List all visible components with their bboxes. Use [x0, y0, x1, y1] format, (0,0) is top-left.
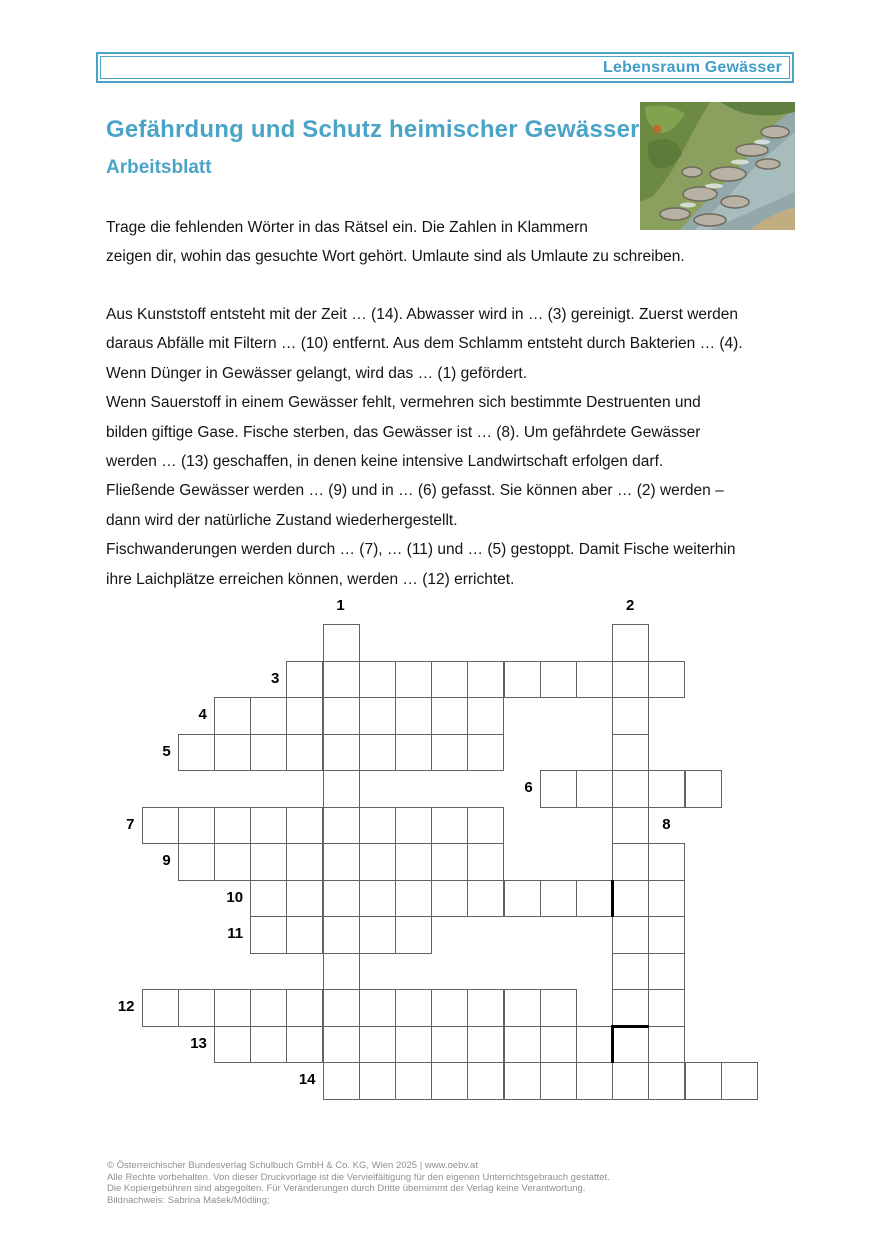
crossword-cell-r6-c2[interactable] — [214, 843, 251, 881]
crossword-cell-r10-c2[interactable] — [214, 989, 251, 1027]
header-banner-inner-border — [100, 56, 790, 79]
crossword-cell-r11-c12[interactable] — [576, 1026, 613, 1064]
crossword-cell-r7-c13[interactable] — [612, 880, 649, 918]
crossword-cell-r4-c13[interactable] — [612, 770, 649, 808]
crossword-cell-r7-c6[interactable] — [359, 880, 396, 918]
crossword-cell-r10-c4[interactable] — [286, 989, 323, 1027]
crossword-number-2: 2 — [626, 597, 635, 614]
crossword-number-3: 3 — [270, 669, 280, 687]
crossword-cell-r5-c6[interactable] — [359, 807, 396, 845]
crossword-cell-r11-c2[interactable] — [214, 1026, 251, 1064]
crossword-cell-r8-c13[interactable] — [612, 916, 649, 954]
crossword-cell-r11-c5[interactable] — [323, 1026, 360, 1064]
crossword-cell-r12-c8[interactable] — [431, 1062, 468, 1100]
crossword-cell-r5-c1[interactable] — [178, 807, 215, 845]
crossword-cell-r8-c7[interactable] — [395, 916, 432, 954]
crossword-cell-r4-c5[interactable] — [323, 770, 360, 808]
crossword-cell-r12-c12[interactable] — [576, 1062, 613, 1100]
crossword-cell-r10-c1[interactable] — [178, 989, 215, 1027]
footer-line: Alle Rechte vorbehalten. Von dieser Druckvorlage ist die Vervielfältigung für den eigenen Unterrichtsgebrauch gestattet. — [107, 1171, 610, 1183]
crossword-cell-r3-c5[interactable] — [323, 734, 360, 772]
crossword-cell-r3-c7[interactable] — [395, 734, 432, 772]
footer-copyright — [107, 1160, 610, 1206]
crossword-cell-r12-c15[interactable] — [685, 1062, 722, 1100]
clue-line: Wenn Dünger in Gewässer gelangt, wird das … (1) gefördert. — [106, 364, 527, 382]
crossword-cell-r12-c6[interactable] — [359, 1062, 396, 1100]
crossword-cell-r6-c7[interactable] — [395, 843, 432, 881]
header-banner — [96, 52, 794, 83]
crossword-cell-r12-c5[interactable] — [323, 1062, 360, 1100]
crossword-cell-r4-c12[interactable] — [576, 770, 613, 808]
crossword-cell-r6-c13[interactable] — [612, 843, 649, 881]
crossword-cell-r10-c13[interactable] — [612, 989, 649, 1027]
crossword-cell-r10-c14[interactable] — [648, 989, 685, 1027]
crossword-cell-r10-c10[interactable] — [504, 989, 541, 1027]
crossword-cell-r7-c8[interactable] — [431, 880, 468, 918]
crossword-cell-r7-c3[interactable] — [250, 880, 287, 918]
crossword-cell-r1-c7[interactable] — [395, 661, 432, 699]
crossword-number-11: 11 — [227, 925, 244, 942]
clue-line: werden … (13) geschaffen, in denen keine intensive Landwirtschaft erfolgen darf. — [106, 453, 664, 471]
crossword-cell-r11-c4[interactable] — [286, 1026, 323, 1064]
footer-line: Die Kopiergebühren sind abgegolten. Für Veränderungen durch Dritte übernimmt der Verlag keine Verantwortung. — [107, 1183, 586, 1195]
instruction-line: zeigen dir, wohin das gesuchte Wort gehört. Umlaute sind als Umlaute zu schreiben. — [106, 248, 685, 266]
crossword-cell-r6-c3[interactable] — [250, 843, 287, 881]
crossword-cell-r9-c14[interactable] — [648, 953, 685, 991]
crossword-cell-r12-c9[interactable] — [467, 1062, 504, 1100]
crossword-number-8: 8 — [662, 815, 671, 833]
crossword-cell-r1-c6[interactable] — [359, 661, 396, 699]
crossword-number-6: 6 — [524, 779, 533, 796]
clue-line: Fischwanderungen werden durch … (7), … (11) und … (5) gestoppt. Damit Fische weiterhin — [106, 541, 736, 559]
crossword-bold-left-mark — [611, 1026, 614, 1064]
crossword-cell-r4-c15[interactable] — [685, 770, 722, 808]
crossword-cell-r3-c3[interactable] — [250, 734, 287, 772]
crossword-cell-r3-c4[interactable] — [286, 734, 323, 772]
clue-line: Wenn Sauerstoff in einem Gewässer fehlt, vermehren sich bestimmte Destruenten und — [106, 394, 701, 412]
crossword-cell-r11-c10[interactable] — [504, 1026, 541, 1064]
clue-paragraph — [106, 300, 806, 594]
crossword-cell-r2-c4[interactable] — [286, 697, 323, 735]
crossword-cell-r11-c14[interactable] — [648, 1026, 685, 1064]
stream-photo-image — [640, 102, 795, 230]
crossword-cell-r11-c8[interactable] — [431, 1026, 468, 1064]
crossword-cell-r0-c5[interactable] — [323, 624, 360, 662]
crossword-cell-r10-c7[interactable] — [395, 989, 432, 1027]
crossword-cell-r11-c3[interactable] — [250, 1026, 287, 1064]
clue-line: Aus Kunststoff entsteht mit der Zeit … (14). Abwasser wird in … (3) gereinigt. Zuerst werden — [106, 306, 739, 323]
crossword-cell-r5-c13[interactable] — [612, 807, 649, 845]
crossword-cell-r9-c5[interactable] — [323, 953, 360, 991]
crossword-cell-r10-c6[interactable] — [359, 989, 396, 1027]
crossword-cell-r7-c4[interactable] — [286, 880, 323, 918]
crossword-cell-r3-c8[interactable] — [431, 734, 468, 772]
footer-line: Bildnachweis: Sabrina Mašek/Mödling; — [107, 1194, 270, 1206]
crossword-cell-r10-c9[interactable] — [467, 989, 504, 1027]
crossword-cell-r7-c14[interactable] — [648, 880, 685, 918]
crossword-bold-left-mark — [611, 880, 614, 918]
crossword-cell-r1-c5[interactable] — [323, 661, 360, 699]
crossword-cell-r7-c7[interactable] — [395, 880, 432, 918]
crossword-cell-r1-c11[interactable] — [540, 661, 577, 699]
crossword-cell-r7-c10[interactable] — [504, 880, 541, 918]
page-subtitle: Arbeitsblatt — [106, 157, 212, 178]
crossword-cell-r2-c7[interactable] — [395, 697, 432, 735]
crossword-cell-r1-c10[interactable] — [504, 661, 541, 699]
crossword-cell-r12-c10[interactable] — [504, 1062, 541, 1100]
crossword-cell-r1-c12[interactable] — [576, 661, 613, 699]
crossword-cell-r1-c4[interactable] — [286, 661, 323, 699]
crossword-cell-r2-c6[interactable] — [359, 697, 396, 735]
crossword-cell-r12-c7[interactable] — [395, 1062, 432, 1100]
clue-line: ihre Laichplätze erreichen können, werden … (12) errichtet. — [106, 570, 515, 588]
crossword-cell-r12-c14[interactable] — [648, 1062, 685, 1100]
page-title: Gefährdung und Schutz heimischer Gewässer — [106, 116, 640, 143]
crossword-cell-r2-c5[interactable] — [323, 697, 360, 735]
crossword-cell-r6-c5[interactable] — [323, 843, 360, 881]
crossword-cell-r6-c4[interactable] — [286, 843, 323, 881]
crossword-cell-r10-c8[interactable] — [431, 989, 468, 1027]
crossword-cell-r3-c13[interactable] — [612, 734, 649, 772]
crossword-cell-r2-c13[interactable] — [612, 697, 649, 735]
crossword-cell-r8-c14[interactable] — [648, 916, 685, 954]
crossword-cell-r5-c3[interactable] — [250, 807, 287, 845]
crossword-cell-r11-c6[interactable] — [359, 1026, 396, 1064]
crossword-cell-r11-c7[interactable] — [395, 1026, 432, 1064]
crossword-cell-r1-c9[interactable] — [467, 661, 504, 699]
crossword-cell-r5-c8[interactable] — [431, 807, 468, 845]
crossword-cell-r1-c14[interactable] — [648, 661, 685, 699]
footer-line: © Österreichischer Bundesverlag Schulbuch GmbH & Co. KG, Wien 2025 | www.oebv.at — [107, 1160, 478, 1171]
crossword-cell-r1-c13[interactable] — [612, 661, 649, 699]
crossword-cell-r3-c1[interactable] — [178, 734, 215, 772]
crossword-cell-r6-c1[interactable] — [178, 843, 215, 881]
crossword-cell-r6-c6[interactable] — [359, 843, 396, 881]
crossword-cell-r7-c5[interactable] — [323, 880, 360, 918]
crossword-cell-r12-c13[interactable] — [612, 1062, 649, 1100]
clue-line: Fließende Gewässer werden … (9) und in … (6) gefasst. Sie können aber … (2) werden – — [106, 482, 724, 500]
crossword-bold-top-mark — [611, 1025, 649, 1028]
crossword-number-5: 5 — [162, 742, 171, 760]
crossword-cell-r2-c2[interactable] — [214, 697, 251, 735]
crossword-cell-r11-c9[interactable] — [467, 1026, 504, 1064]
clue-line: bilden giftige Gase. Fische sterben, das Gewässer ist … (8). Um gefährdete Gewässer — [106, 423, 701, 441]
crossword-cell-r3-c2[interactable] — [214, 734, 251, 772]
crossword-cell-r7-c11[interactable] — [540, 880, 577, 918]
crossword-cell-r5-c4[interactable] — [286, 807, 323, 845]
crossword-cell-r12-c11[interactable] — [540, 1062, 577, 1100]
crossword-cell-r5-c7[interactable] — [395, 807, 432, 845]
crossword-cell-r2-c9[interactable] — [467, 697, 504, 735]
crossword-number-7: 7 — [126, 815, 135, 833]
crossword-cell-r9-c13[interactable] — [612, 953, 649, 991]
crossword-cell-r8-c6[interactable] — [359, 916, 396, 954]
crossword-cell-r5-c9[interactable] — [467, 807, 504, 845]
crossword-cell-r6-c14[interactable] — [648, 843, 685, 881]
crossword-cell-r4-c11[interactable] — [540, 770, 577, 808]
crossword-cell-r6-c8[interactable] — [431, 843, 468, 881]
crossword-cell-r12-c16[interactable] — [721, 1062, 758, 1100]
crossword-cell-r10-c0[interactable] — [142, 989, 179, 1027]
crossword-cell-r8-c3[interactable] — [250, 916, 287, 954]
crossword-cell-r10-c3[interactable] — [250, 989, 287, 1027]
crossword-number-14: 14 — [298, 1071, 316, 1088]
crossword-number-12: 12 — [117, 998, 135, 1015]
crossword-cell-r8-c4[interactable] — [286, 916, 323, 954]
crossword-cell-r10-c5[interactable] — [323, 989, 360, 1027]
crossword-cell-r7-c12[interactable] — [576, 880, 613, 918]
crossword-number-4: 4 — [198, 706, 207, 723]
instruction-line: Trage die fehlenden Wörter in das Rätsel ein. Die Zahlen in Klammern — [106, 219, 588, 236]
crossword-cell-r11-c13[interactable] — [612, 1026, 649, 1064]
crossword-cell-r5-c0[interactable] — [142, 807, 179, 845]
clue-line: daraus Abfälle mit Filtern … (10) entfernt. Aus dem Schlamm entsteht durch Bakterien … (4). — [106, 335, 743, 353]
crossword-cell-r2-c3[interactable] — [250, 697, 287, 735]
crossword-cell-r3-c6[interactable] — [359, 734, 396, 772]
crossword-cell-r11-c11[interactable] — [540, 1026, 577, 1064]
crossword-cell-r7-c9[interactable] — [467, 880, 504, 918]
banner-label: Lebensraum Gewässer — [603, 58, 782, 76]
crossword-cell-r3-c9[interactable] — [467, 734, 504, 772]
crossword-number-13: 13 — [190, 1034, 207, 1052]
crossword-number-10: 10 — [226, 888, 244, 906]
crossword-cell-r2-c8[interactable] — [431, 697, 468, 735]
crossword-cell-r5-c5[interactable] — [323, 807, 360, 845]
crossword-number-1: 1 — [336, 597, 345, 614]
clue-line: dann wird der natürliche Zustand wiederhergestellt. — [106, 511, 458, 529]
crossword-cell-r5-c2[interactable] — [214, 807, 251, 845]
crossword-cell-r4-c14[interactable] — [648, 770, 685, 808]
crossword-cell-r0-c13[interactable] — [612, 624, 649, 662]
crossword-cell-r1-c8[interactable] — [431, 661, 468, 699]
stream-photo — [640, 102, 795, 230]
crossword-number-9: 9 — [162, 852, 171, 869]
crossword-cell-r8-c5[interactable] — [323, 916, 360, 954]
instruction-paragraph — [106, 213, 806, 272]
crossword-cell-r6-c9[interactable] — [467, 843, 504, 881]
crossword-cell-r10-c11[interactable] — [540, 989, 577, 1027]
